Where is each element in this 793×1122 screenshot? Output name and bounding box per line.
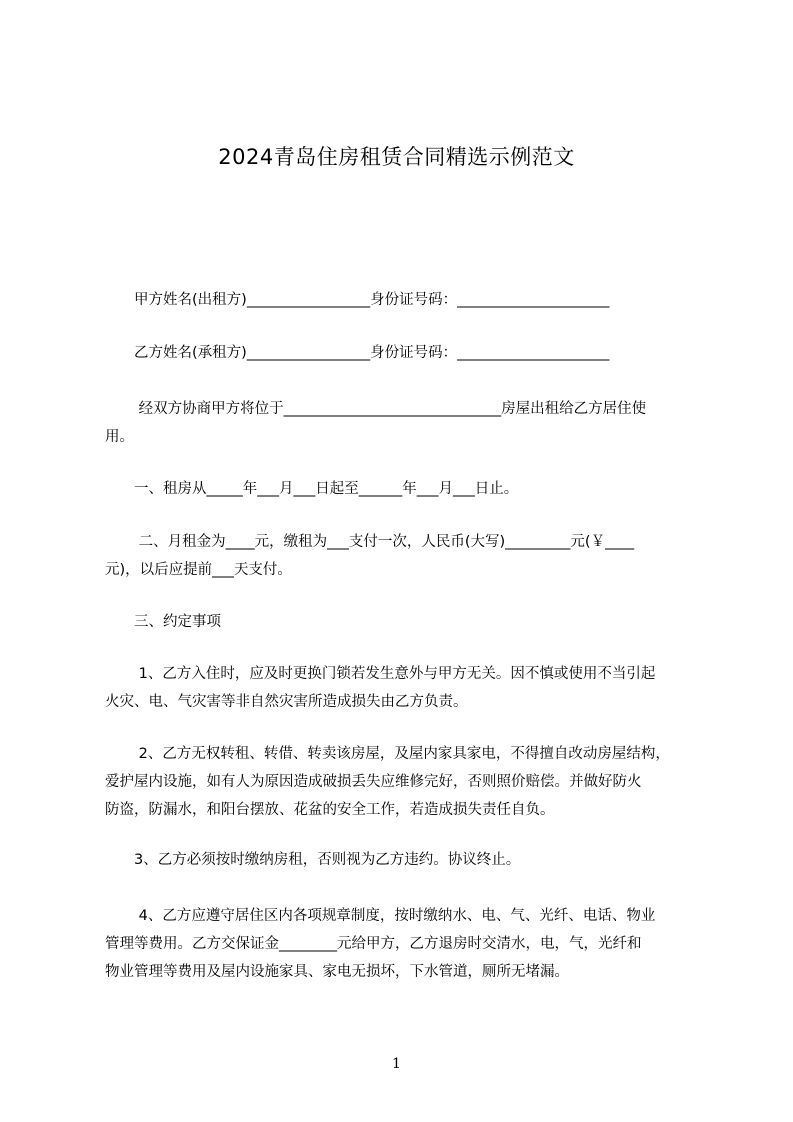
section-3-heading: 三、约定事项 — [105, 614, 221, 630]
item-2-line-3: 防盗，防漏水，和阳台摆放、花盆的安全工作，若造成损失责任自负。 — [105, 802, 555, 818]
item-4-paragraph — [105, 902, 715, 986]
rental-term-line: 一、租房从_____年___月___日起至______年___月___日止。 — [105, 481, 519, 497]
item-1-line-2: 火灾、电、气灾害等非自然灾害所造成损失由乙方负责。 — [105, 694, 468, 710]
item-3-line: 3、乙方必须按时缴纳房租，否则视为乙方违约。协议终止。 — [105, 852, 521, 868]
document-title: 2024青岛住房租赁合同精选示例范文 — [218, 145, 575, 169]
item-4-line-2: 管理等费用。乙方交保证金________元给甲方，乙方退房时交清水，电，气，光纤和 — [105, 936, 642, 952]
rent-line-1: 二、月租金为____元，缴租为___支付一次，人民币(大写)_________元(￥____ — [105, 534, 635, 550]
party-a-line: 甲方姓名(出租方)_________________身份证号码：_____________________ — [105, 292, 610, 308]
item-4-line-1: 4、乙方应遵守居住区内各项规章制度，按时缴纳水、电、气、光纤、电话、物业 — [105, 908, 656, 924]
rent-line-2: 元)，以后应提前___天支付。 — [105, 562, 292, 578]
item-1-paragraph — [105, 660, 715, 716]
page-number: 1 — [392, 1056, 401, 1072]
item-2-paragraph — [105, 740, 715, 824]
intro-paragraph — [105, 395, 715, 451]
item-2-line-1: 2、乙方无权转租、转借、转卖该房屋，及屋内家具家电，不得擅自改动房屋结构， — [105, 746, 670, 762]
intro-line-1: 经双方协商甲方将位于______________________________房屋出租给乙方居住使 — [105, 401, 647, 417]
party-b-line: 乙方姓名(承租方)_________________身份证号码：_____________________ — [105, 345, 610, 361]
item-2-line-2: 爱护屋内设施，如有人为原因造成破损丢失应维修完好，否则照价赔偿。并做好防火 — [105, 774, 642, 790]
intro-line-2: 用。 — [105, 429, 134, 445]
item-1-line-1: 1、乙方入住时，应及时更换门锁若发生意外与甲方无关。因不慎或使用不当引起 — [105, 666, 656, 682]
rent-paragraph — [105, 528, 715, 584]
item-4-line-3: 物业管理等费用及屋内设施家具、家电无损坏，下水管道，厕所无堵漏。 — [105, 964, 569, 980]
